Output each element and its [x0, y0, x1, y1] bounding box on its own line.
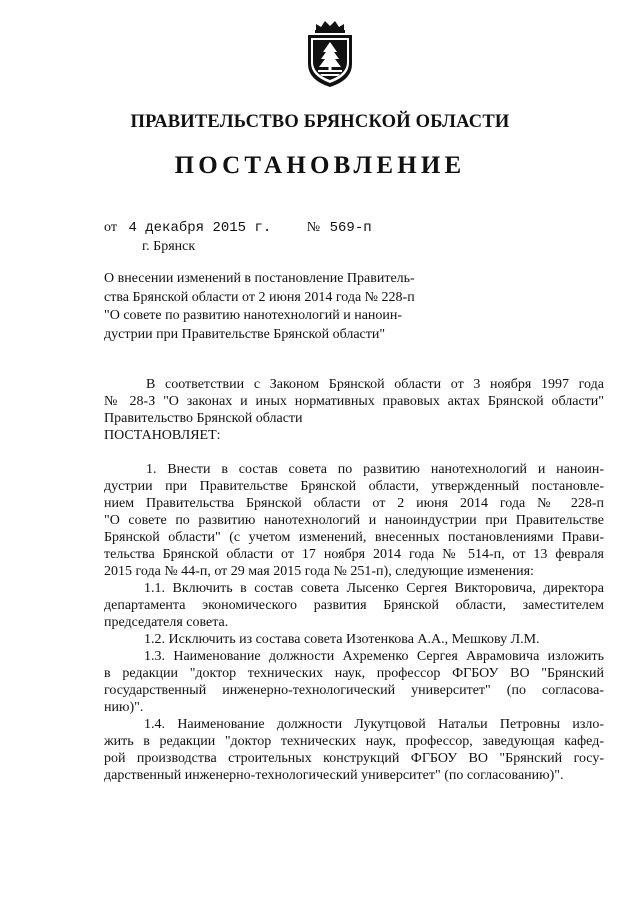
item-1-line: тельства Брянской области от 17 ноября 2014 года № 514-п, от 13 февраля [104, 547, 604, 562]
date-label: от [104, 220, 117, 235]
item-1-3-line: государственный инженерно-технологический университет" (по согласова- [104, 683, 604, 698]
decree-word: ПОСТАНОВЛЯЕТ: [104, 428, 221, 443]
item-1-4-line: 1.4. Наименование должности Лукутцовой Натальи Петровны изло- [144, 717, 604, 732]
item-1-3-line: нию)". [104, 700, 144, 715]
item-1-line: 1. Внести в состав совета по развитию нанотехнологий и наноин- [146, 462, 604, 477]
item-1-1-line: 1.1. Включить в состав совета Лысенко Сергея Викторовича, директора [144, 581, 604, 596]
preamble-line: № 28-З "О законах и иных нормативных правовых актах Брянской области" [104, 394, 604, 409]
item-1-4-line: рой производства строительных конструкций ФГБОУ ВО "Брянский госу- [104, 751, 604, 766]
item-1-4-line: жить в редакции "доктор технических наук, профессор, заведующая кафед- [104, 734, 604, 749]
item-1-3-line: 1.3. Наименование должности Ахременко Сергея Аврамовича изложить [144, 649, 604, 664]
document-type-title: ПОСТАНОВЛЕНИЕ [174, 152, 466, 179]
item-1-line: "О совете по развитию нанотехнологий и наноиндустрии при Правительстве [104, 513, 604, 528]
item-1-1-line: председателя совета. [104, 615, 229, 630]
number-value: 569-п [329, 220, 372, 236]
item-1-line: дустрии при Правительстве Брянской области, утвержденный постановле- [104, 479, 604, 494]
item-1-line: 2015 года № 44-п, от 29 мая 2015 года № 251-п), следующие изменения: [104, 564, 534, 579]
item-1-4-line: дарственный инженерно-технологический университет" (по согласованию)". [104, 768, 564, 783]
date-value: 4 декабря 2015 г. [128, 220, 272, 236]
item-1-line: нием Правительства Брянской области от 2 июня 2014 года № 228-п [104, 496, 604, 511]
item-1-line: Брянской области" (с учетом изменений, внесенных постановлениями Прави- [104, 530, 604, 545]
preamble-line: Правительство Брянской области [104, 411, 303, 426]
city: г. Брянск [142, 239, 196, 254]
coat-of-arms-emblem [300, 18, 360, 90]
date-number-line [104, 220, 372, 236]
item-1-2-line: 1.2. Исключить из состава совета Изотенкова А.А., Мешкову Л.М. [144, 632, 540, 647]
subject-line: ства Брянской области от 2 июня 2014 года № 228-п [104, 289, 415, 305]
number-label: № [306, 220, 321, 235]
subject-block [104, 270, 464, 344]
government-title: ПРАВИТЕЛЬСТВО БРЯНСКОЙ ОБЛАСТИ [130, 112, 510, 132]
document-body [104, 376, 604, 784]
item-1-1-line: департамента экономического развития Брянской области, заместителем [104, 598, 604, 613]
subject-line: О внесении изменений в постановление Правитель- [104, 271, 415, 286]
preamble-line: В соответствии с Законом Брянской области от 3 ноября 1997 года [146, 377, 604, 392]
subject-line: дустрии при Правительстве Брянской области" [104, 326, 386, 342]
subject-line: "О совете по развитию нанотехнологий и наноин- [104, 308, 403, 323]
item-1-3-line: в редакции "доктор технических наук, профессор ФГБОУ ВО "Брянский [104, 666, 604, 681]
